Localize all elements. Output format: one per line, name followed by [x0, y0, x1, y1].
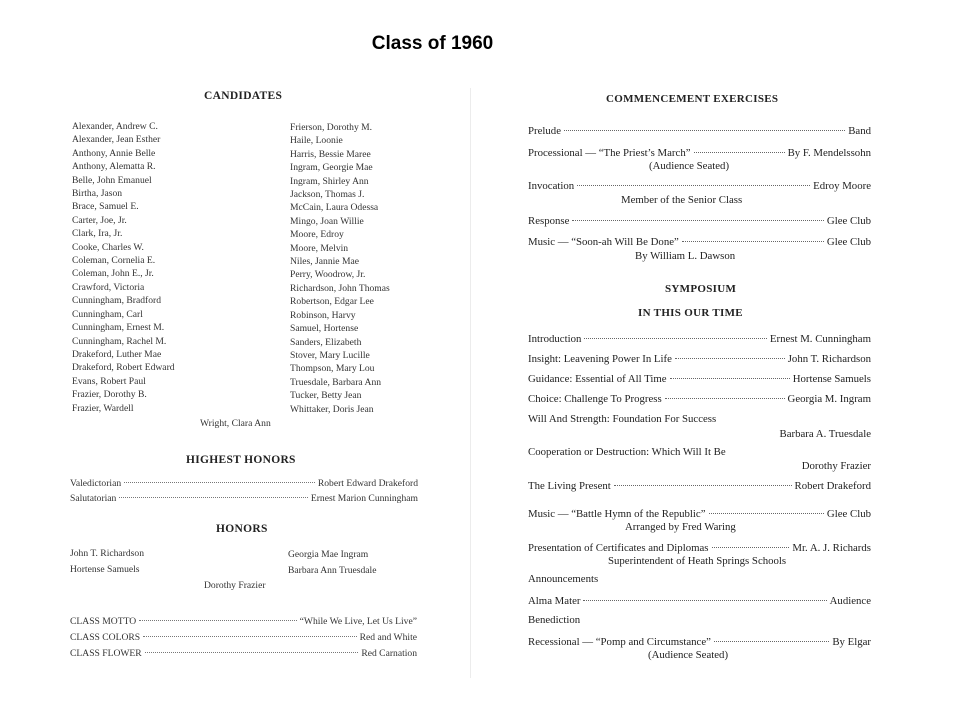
honors-name: Dorothy Frazier — [204, 580, 266, 591]
dot-leader — [143, 636, 357, 637]
processional-line — [528, 147, 871, 159]
candidate-name: Jackson, Thomas J. — [290, 189, 365, 201]
music-2-label: Music — “Battle Hymn of the Republic” — [528, 508, 706, 520]
candidate-name: Moore, Edroy — [290, 229, 344, 241]
introduction-line — [528, 333, 871, 345]
candidate-name: Perry, Woodrow, Jr. — [290, 269, 366, 281]
processional-note: (Audience Seated) — [649, 160, 730, 172]
candidate-name: Truesdale, Barbara Ann — [290, 376, 382, 388]
candidate-name: Clark, Ira, Jr. — [72, 228, 123, 240]
presentation-note: Superintendent of Heath Springs Schools — [608, 555, 787, 567]
candidate-name: Frazier, Wardell — [72, 402, 134, 414]
choice-value: Georgia M. Ingram — [787, 393, 871, 405]
valedictorian-name: Robert Edward Drakeford — [317, 478, 418, 489]
candidate-name: Coleman, Cornelia E. — [72, 255, 156, 267]
candidate-name: Ingram, Shirley Ann — [290, 175, 369, 187]
dot-leader — [675, 358, 785, 359]
music-2-value: Glee Club — [826, 508, 871, 520]
honors-name: John T. Richardson — [70, 548, 144, 559]
invocation-line — [528, 180, 871, 192]
candidate-name: Brace, Samuel E. — [72, 201, 139, 213]
dot-leader — [564, 130, 845, 131]
candidate-name: Alexander, Jean Esther — [72, 134, 161, 146]
insight-value: John T. Richardson — [787, 353, 871, 365]
valedictorian-label: Valedictorian — [70, 478, 122, 489]
salutatorian-name: Ernest Marion Cunningham — [310, 493, 418, 504]
alma-mater-label: Alma Mater — [528, 595, 581, 607]
dot-leader — [665, 398, 785, 399]
recessional-label: Recessional — “Pomp and Circumstance” — [528, 636, 711, 648]
music-2-note: Arranged by Fred Waring — [625, 521, 736, 533]
alma-mater-value: Audience — [829, 595, 871, 607]
candidate-name: McCain, Laura Odessa — [290, 202, 379, 214]
prelude-label: Prelude — [528, 125, 561, 137]
candidate-name: Anthony, Annie Belle — [72, 147, 156, 159]
dot-leader — [614, 485, 792, 486]
processional-value: By F. Mendelssohn — [787, 147, 871, 159]
class-motto-value: “While We Live, Let Us Live” — [299, 616, 417, 627]
candidate-name: Cooke, Charles W. — [72, 241, 144, 253]
candidate-name: Carter, Joe, Jr. — [72, 214, 127, 226]
dot-leader — [670, 378, 790, 379]
living-present-line — [528, 480, 871, 492]
dot-leader — [583, 600, 826, 601]
candidate-name: Sanders, Elizabeth — [290, 336, 362, 348]
guidance-label: Guidance: Essential of All Time — [528, 373, 667, 385]
insight-label: Insight: Leavening Power In Life — [528, 353, 672, 365]
class-colors-line — [70, 632, 417, 643]
class-flower-label: CLASS FLOWER — [70, 648, 142, 659]
will-label: Will And Strength: Foundation For Success — [528, 413, 717, 425]
candidate-name: Birtha, Jason — [72, 188, 123, 200]
candidate-name: Niles, Jannie Mae — [290, 256, 360, 268]
dot-leader — [709, 513, 824, 514]
dot-leader — [682, 241, 824, 242]
processional-label: Processional — “The Priest’s March” — [528, 147, 691, 159]
guidance-value: Hortense Samuels — [792, 373, 871, 385]
candidate-name: Anthony, Alematta R. — [72, 161, 156, 173]
invocation-value: Edroy Moore — [813, 180, 871, 192]
left-program-page — [58, 80, 430, 690]
presentation-label: Presentation of Certificates and Diplomas — [528, 542, 709, 554]
candidate-name: Samuel, Hortense — [290, 323, 359, 335]
candidate-name: Frazier, Dorothy B. — [72, 389, 147, 401]
candidate-name: Tucker, Betty Jean — [290, 390, 362, 402]
candidate-name: Richardson, John Thomas — [290, 282, 390, 294]
will-value: Barbara A. Truesdale — [779, 428, 871, 440]
announcements: Announcements — [528, 573, 599, 585]
candidates-heading: CANDIDATES — [204, 90, 283, 102]
response-value: Glee Club — [826, 215, 871, 227]
page-fold — [470, 88, 471, 678]
candidate-name: Crawford, Victoria — [72, 281, 145, 293]
dot-leader — [584, 338, 767, 339]
prelude-value: Band — [848, 125, 871, 137]
choice-line — [528, 393, 871, 405]
candidate-name: Thompson, Mary Lou — [290, 363, 375, 375]
candidate-name: Frierson, Dorothy M. — [290, 122, 373, 133]
class-colors-label: CLASS COLORS — [70, 632, 141, 643]
class-flower-value: Red Carnation — [361, 648, 417, 659]
music-2-line — [528, 508, 871, 520]
symposium-subheading: IN THIS OUR TIME — [638, 307, 743, 319]
introduction-value: Ernest M. Cunningham — [769, 333, 871, 345]
music-1-note: By William L. Dawson — [635, 250, 736, 262]
response-line — [528, 215, 871, 227]
recessional-value: By Elgar — [832, 636, 871, 648]
candidate-name: Coleman, John E., Jr. — [72, 268, 154, 280]
candidate-name: Evans, Robert Paul — [72, 375, 146, 387]
dot-leader — [119, 497, 308, 498]
candidate-name: Haile, Loonie — [290, 135, 343, 147]
candidate-name: Ingram, Georgie Mae — [290, 162, 373, 174]
candidate-name: Cunningham, Bradford — [72, 295, 161, 307]
benediction: Benediction — [528, 614, 581, 626]
commencement-heading: COMMENCEMENT EXERCISES — [606, 93, 779, 105]
candidate-name: Stover, Mary Lucille — [290, 349, 370, 361]
honors-heading: HONORS — [216, 523, 268, 535]
recessional-line — [528, 636, 871, 648]
honors-name: Hortense Samuels — [70, 564, 140, 575]
cooperation-label: Cooperation or Destruction: Which Will It Be — [528, 446, 726, 458]
dot-leader — [712, 547, 790, 548]
honors-name: Georgia Mae Ingram — [288, 549, 369, 560]
recessional-note: (Audience Seated) — [648, 649, 729, 661]
candidate-name: Cunningham, Ernest M. — [72, 322, 165, 334]
candidates-column-1 — [72, 120, 175, 415]
class-flower-line — [70, 648, 417, 659]
candidate-name: Robinson, Harvy — [290, 309, 356, 321]
response-label: Response — [528, 215, 570, 227]
prelude-line — [528, 125, 871, 137]
candidate-last: Wright, Clara Ann — [200, 418, 271, 429]
introduction-label: Introduction — [528, 333, 582, 345]
alma-mater-line — [528, 595, 871, 607]
guidance-line — [528, 373, 871, 385]
presentation-line — [528, 542, 871, 554]
candidate-name: Alexander, Andrew C. — [72, 121, 158, 132]
class-motto-line — [70, 616, 417, 627]
candidate-name: Moore, Melvin — [290, 242, 349, 254]
music-1-value: Glee Club — [826, 236, 871, 248]
candidate-name: Mingo, Joan Willie — [290, 215, 364, 227]
highest-honors-heading: HIGHEST HONORS — [186, 454, 296, 466]
candidate-name: Harris, Bessie Maree — [290, 148, 371, 160]
right-program-page — [515, 80, 890, 690]
dot-leader — [139, 620, 296, 621]
salutatorian-line — [70, 493, 418, 504]
insight-line — [528, 353, 871, 365]
candidate-name: Cunningham, Rachel M. — [72, 335, 167, 347]
candidate-name: Robertson, Edgar Lee — [290, 296, 374, 308]
dot-leader — [694, 152, 785, 153]
living-present-label: The Living Present — [528, 480, 611, 492]
choice-label: Choice: Challenge To Progress — [528, 393, 662, 405]
dot-leader — [124, 482, 315, 483]
candidate-name: Drakeford, Luther Mae — [72, 348, 162, 360]
living-present-value: Robert Drakeford — [794, 480, 871, 492]
candidate-name: Belle, John Emanuel — [72, 174, 152, 186]
candidate-name: Whittaker, Doris Jean — [290, 403, 374, 415]
slide-title: Class of 1960 — [371, 33, 494, 54]
music-1-label: Music — “Soon-ah Will Be Done” — [528, 236, 679, 248]
class-motto-label: CLASS MOTTO — [70, 616, 137, 627]
class-colors-value: Red and White — [359, 632, 417, 643]
invocation-label: Invocation — [528, 180, 575, 192]
cooperation-value: Dorothy Frazier — [801, 460, 871, 472]
valedictorian-line — [70, 478, 418, 489]
music-1-line — [528, 236, 871, 248]
dot-leader — [577, 185, 810, 186]
honors-name: Barbara Ann Truesdale — [288, 565, 377, 576]
invocation-note: Member of the Senior Class — [621, 194, 743, 206]
candidate-name: Cunningham, Carl — [72, 308, 143, 320]
dot-leader — [572, 220, 824, 221]
symposium-heading: SYMPOSIUM — [665, 283, 737, 295]
candidates-column-2 — [290, 121, 390, 416]
dot-leader — [714, 641, 829, 642]
salutatorian-label: Salutatorian — [70, 493, 117, 504]
dot-leader — [145, 652, 359, 653]
presentation-value: Mr. A. J. Richards — [792, 542, 871, 554]
candidate-name: Drakeford, Robert Edward — [72, 362, 175, 374]
